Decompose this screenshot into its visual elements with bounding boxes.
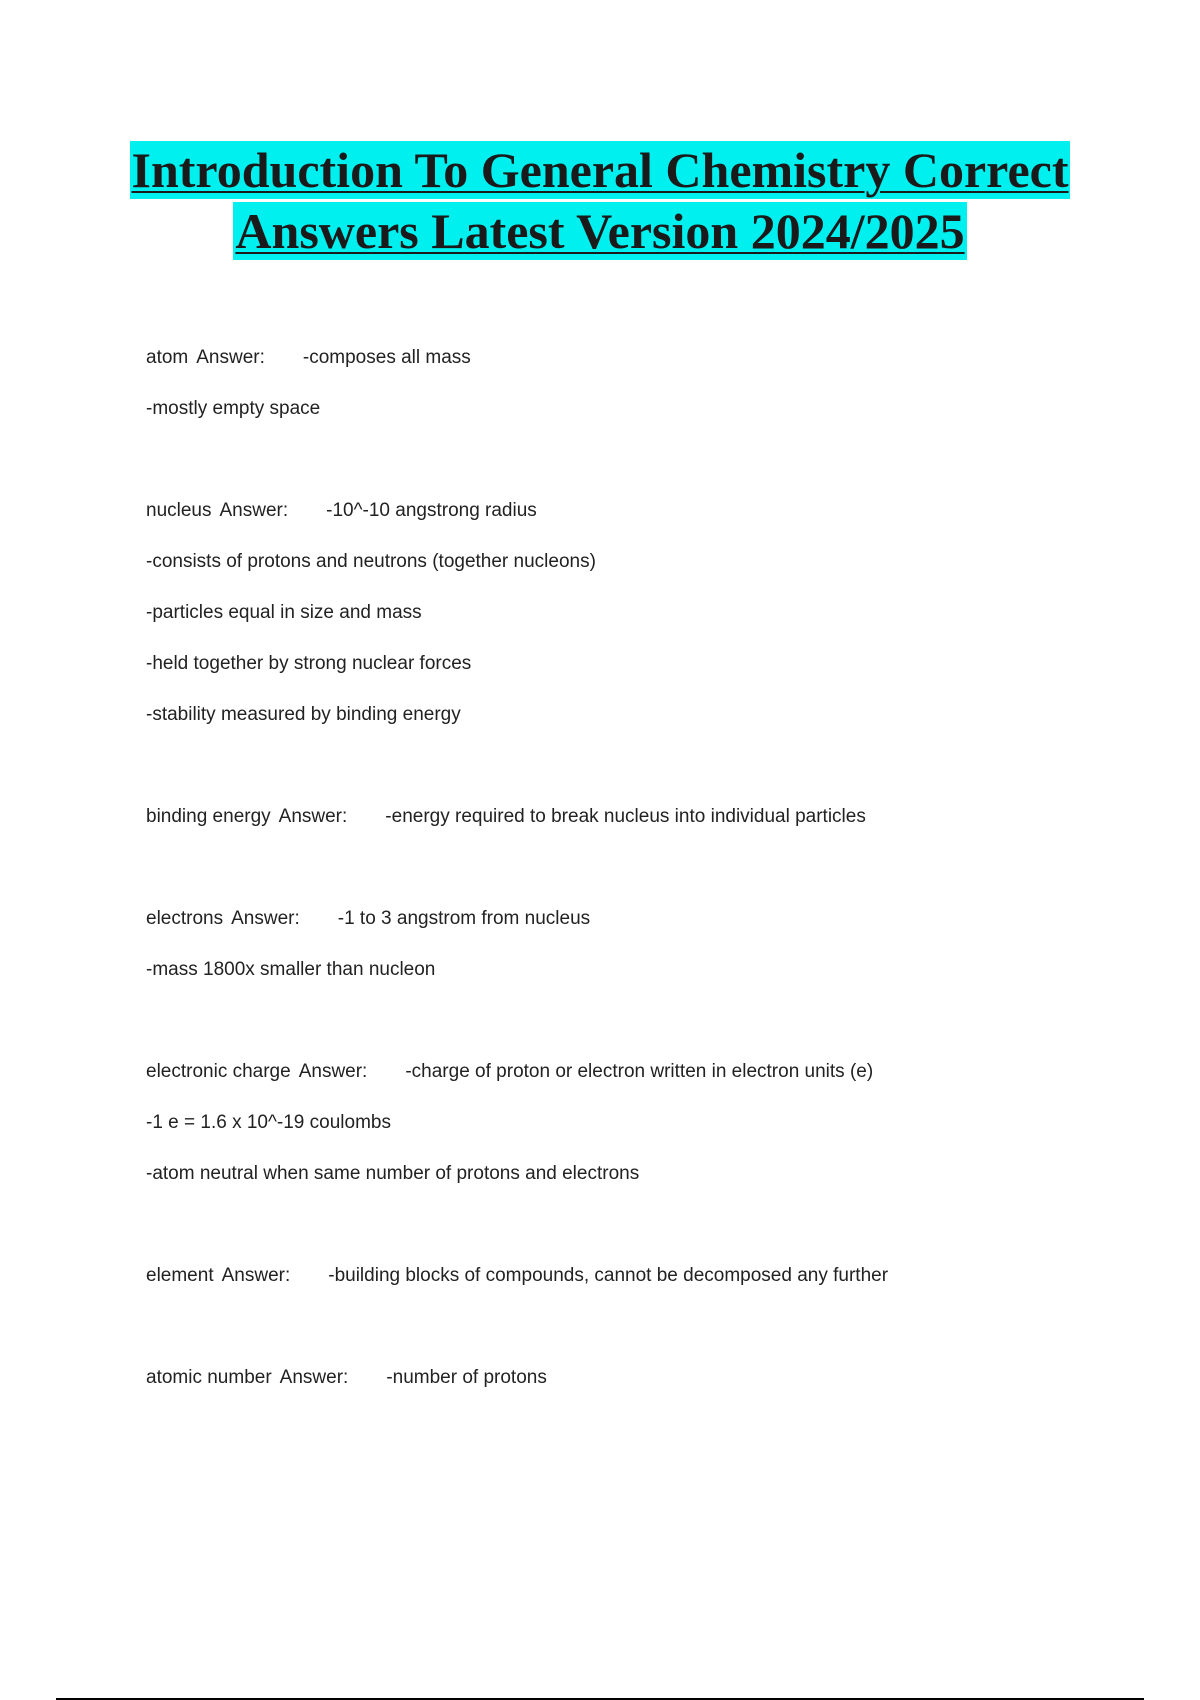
answer-label: Answer: bbox=[298, 1061, 368, 1082]
qa-line bbox=[146, 803, 1126, 854]
qa-entry bbox=[146, 803, 1126, 854]
term: binding energy bbox=[146, 806, 271, 827]
term: element bbox=[146, 1265, 214, 1286]
answer-label: Answer: bbox=[219, 500, 289, 521]
qa-line bbox=[146, 1262, 1126, 1313]
term: atomic number bbox=[146, 1367, 272, 1388]
qa-line bbox=[146, 344, 1126, 395]
answer-detail-line: -mostly empty space bbox=[146, 398, 321, 419]
qa-entry bbox=[146, 905, 1126, 1007]
qa-entry bbox=[146, 497, 1126, 752]
answer-label: Answer: bbox=[279, 1367, 349, 1388]
answer-text: -charge of proton or electron written in electron units (e) bbox=[405, 1061, 874, 1082]
answer-text: -1 to 3 angstrom from nucleus bbox=[337, 908, 591, 929]
answer-text: -number of protons bbox=[386, 1367, 547, 1388]
qa-entry bbox=[146, 1058, 1126, 1211]
answer-text: -10^-10 angstrong radius bbox=[326, 500, 537, 521]
qa-list bbox=[146, 344, 1126, 1466]
qa-entry bbox=[146, 1262, 1126, 1313]
document-title bbox=[100, 140, 1100, 262]
qa-line bbox=[146, 1364, 1126, 1415]
answer-label: Answer: bbox=[231, 908, 300, 929]
qa-line bbox=[146, 1058, 1126, 1109]
answer-detail-line: -consists of protons and neutrons (together nucleons) bbox=[146, 551, 596, 572]
qa-entry bbox=[146, 344, 1126, 446]
answer-text: -building blocks of compounds, cannot be decomposed any further bbox=[328, 1265, 889, 1286]
qa-line bbox=[146, 497, 1126, 548]
title-text: Introduction To General Chemistry Correct Answers Latest Version 2024/2025 bbox=[131, 142, 1069, 259]
answer-text: -energy required to break nucleus into individual particles bbox=[385, 806, 866, 827]
answer-detail-line: -stability measured by binding energy bbox=[146, 704, 461, 725]
term: electronic charge bbox=[146, 1061, 291, 1082]
qa-entry bbox=[146, 1364, 1126, 1415]
qa-line bbox=[146, 905, 1126, 956]
answer-detail-line: -mass 1800x smaller than nucleon bbox=[146, 959, 436, 980]
title-block bbox=[100, 140, 1100, 262]
answer-text: -composes all mass bbox=[302, 347, 471, 368]
term: nucleus bbox=[146, 500, 212, 521]
answer-detail-line: -held together by strong nuclear forces bbox=[146, 653, 472, 674]
answer-label: Answer: bbox=[278, 806, 348, 827]
answer-detail-line: -particles equal in size and mass bbox=[146, 602, 422, 623]
answer-label: Answer: bbox=[221, 1265, 291, 1286]
term: atom bbox=[146, 347, 189, 368]
answer-label: Answer: bbox=[196, 347, 265, 368]
term: electrons bbox=[146, 908, 224, 929]
answer-detail-line: -1 e = 1.6 x 10^-19 coulombs bbox=[146, 1112, 391, 1133]
answer-detail-line: -atom neutral when same number of protons and electrons bbox=[146, 1163, 640, 1184]
